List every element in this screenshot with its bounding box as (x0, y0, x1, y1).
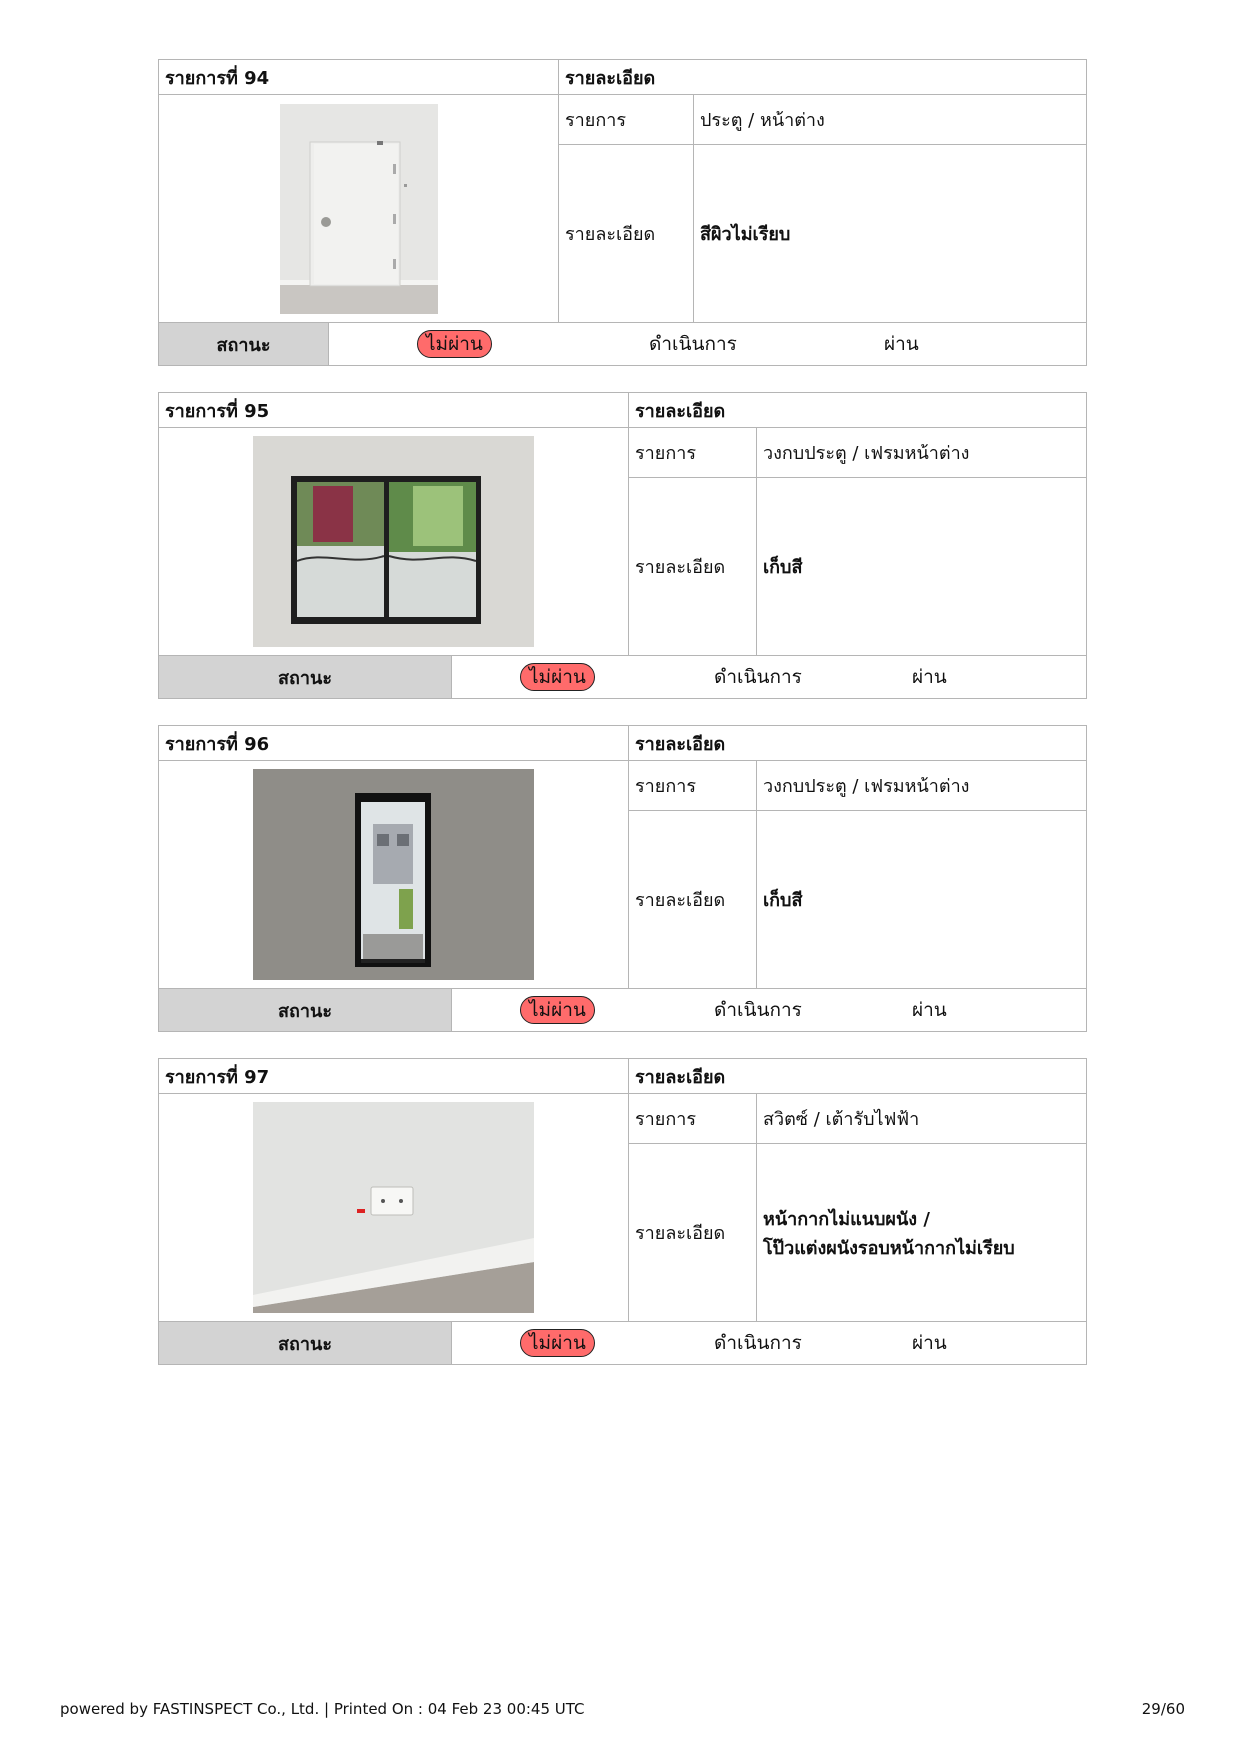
footer-powered-by: powered by FASTINSPECT Co., Ltd. | Printed On : 04 Feb 23 00:45 UTC (60, 1700, 585, 1718)
item-title: รายการที่ 94 (159, 60, 559, 95)
label-detail: รายละเอียด (559, 145, 694, 323)
status-row-96 (158, 988, 1087, 1032)
value-detail: เก็บสี (757, 478, 1087, 656)
status-in-progress[interactable]: ดำเนินการ (649, 333, 737, 355)
status-in-progress[interactable]: ดำเนินการ (714, 999, 802, 1021)
photo-cell (159, 761, 629, 989)
photo-cell (159, 428, 629, 656)
value-detail: สีผิวไม่เรียบ (694, 145, 1087, 323)
status-row-94 (158, 322, 1087, 366)
photo-cell (159, 95, 559, 323)
status-options (452, 1322, 1087, 1365)
item-title: รายการที่ 96 (159, 726, 629, 761)
status-options (452, 656, 1087, 699)
label-item: รายการ (559, 95, 694, 145)
page-number: 29/60 (1141, 1700, 1185, 1718)
status-pass[interactable]: ผ่าน (884, 333, 919, 355)
status-fail-badge[interactable]: ไม่ผ่าน (520, 1329, 595, 1357)
value-item: วงกบประตู / เฟรมหน้าต่าง (757, 761, 1087, 811)
inspection-item-97 (158, 1058, 1087, 1322)
status-in-progress[interactable]: ดำเนินการ (714, 666, 802, 688)
outlet-photo[interactable] (253, 1102, 534, 1313)
value-item: วงกบประตู / เฟรมหน้าต่าง (757, 428, 1087, 478)
narrow-window-photo[interactable] (253, 769, 534, 980)
value-detail: เก็บสี (757, 811, 1087, 989)
status-row-97 (158, 1321, 1087, 1365)
status-row-95 (158, 655, 1087, 699)
status-label: สถานะ (159, 656, 452, 699)
label-item: รายการ (629, 761, 757, 811)
status-label: สถานะ (159, 323, 329, 366)
detail-header: รายละเอียด (629, 726, 1087, 761)
status-label: สถานะ (159, 989, 452, 1032)
status-label: สถานะ (159, 1322, 452, 1365)
label-detail: รายละเอียด (629, 478, 757, 656)
status-pass[interactable]: ผ่าน (912, 999, 947, 1021)
value-item: สวิตซ์ / เต้ารับไฟฟ้า (757, 1094, 1087, 1144)
value-detail: หน้ากากไม่แนบผนัง / โป๊วแต่งผนังรอบหน้ากากไม่เรียบ (757, 1144, 1087, 1322)
inspection-item-94 (158, 59, 1087, 323)
sliding-window-photo[interactable] (253, 436, 534, 647)
status-options (329, 323, 1087, 366)
door-photo[interactable] (280, 104, 438, 314)
status-options (452, 989, 1087, 1032)
status-pass[interactable]: ผ่าน (912, 666, 947, 688)
label-detail: รายละเอียด (629, 811, 757, 989)
label-item: รายการ (629, 428, 757, 478)
status-in-progress[interactable]: ดำเนินการ (714, 1332, 802, 1354)
inspection-item-95 (158, 392, 1087, 656)
photo-cell (159, 1094, 629, 1322)
value-item: ประตู / หน้าต่าง (694, 95, 1087, 145)
detail-header: รายละเอียด (559, 60, 1087, 95)
status-fail-badge[interactable]: ไม่ผ่าน (520, 996, 595, 1024)
status-fail-badge[interactable]: ไม่ผ่าน (417, 330, 492, 358)
label-item: รายการ (629, 1094, 757, 1144)
status-pass[interactable]: ผ่าน (912, 1332, 947, 1354)
item-title: รายการที่ 95 (159, 393, 629, 428)
item-title: รายการที่ 97 (159, 1059, 629, 1094)
inspection-item-96 (158, 725, 1087, 989)
status-fail-badge[interactable]: ไม่ผ่าน (520, 663, 595, 691)
detail-header: รายละเอียด (629, 1059, 1087, 1094)
detail-header: รายละเอียด (629, 393, 1087, 428)
label-detail: รายละเอียด (629, 1144, 757, 1322)
